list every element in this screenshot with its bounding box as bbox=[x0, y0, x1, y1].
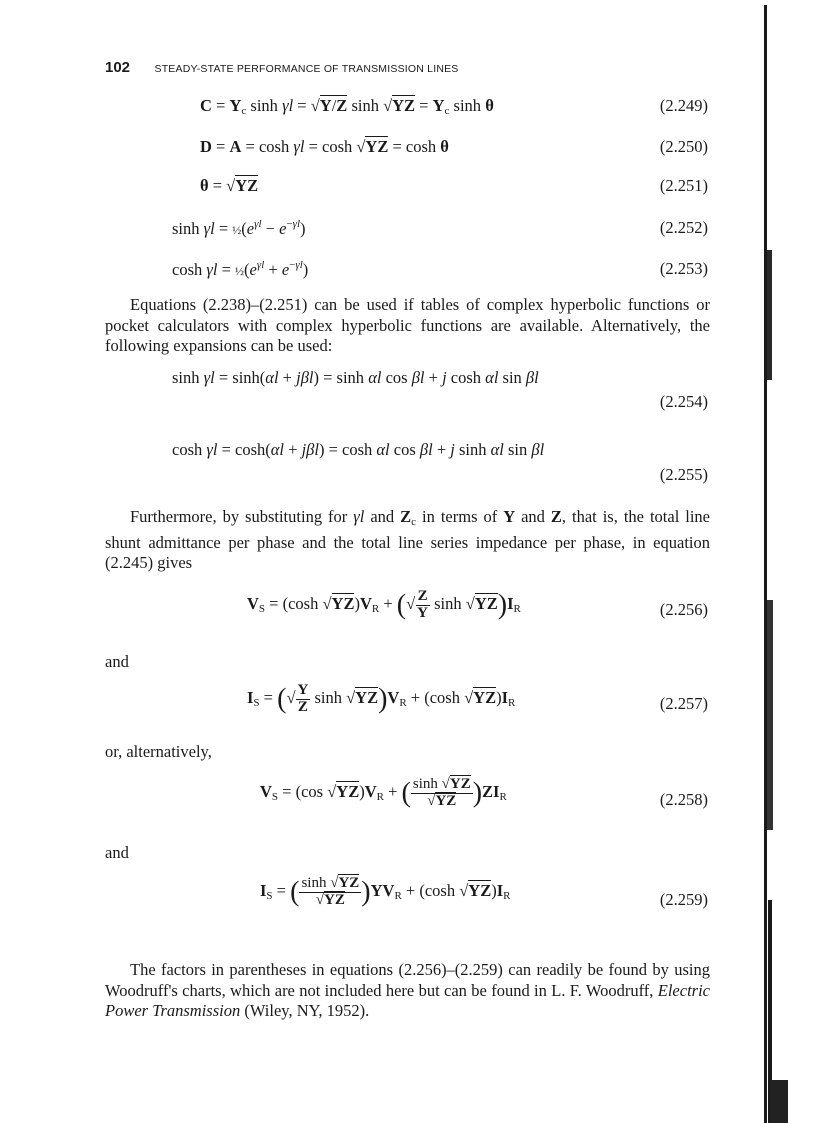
scan-edge-shadow bbox=[758, 0, 788, 1123]
paragraph-3: The factors in parentheses in equations (2.256)–(2.259) can readily be found by using Woodruff's charts, which are not included here but can be found in L. F. Woodruff, Electric Power Transmission (Wiley, NY, 1952). bbox=[105, 960, 710, 1020]
equation-2-252: $\sinh \gamma l = \frac{1}{2}(e^{\gamma l} - e^{-\gamma l})$ bbox=[172, 218, 306, 238]
equation-2-257: $I_S$ = (√ $\frac{Y}{Z}$ $\sinh √YZ)V_R + (\cosh$ $√YZ)I_R$ bbox=[247, 682, 516, 715]
running-header bbox=[105, 59, 459, 77]
equation-2-254: sinh γl = sinh(αl + jβl) = sinh αl cos βl + j cosh αl sin βl bbox=[172, 368, 539, 387]
connector-or-alternatively: or, alternatively, bbox=[105, 742, 212, 761]
book-title: Electric Power Transmission bbox=[105, 980, 710, 1020]
equation-number: (2.255) bbox=[659, 465, 708, 484]
page-number: 102 bbox=[105, 59, 131, 76]
equation-2-256: $V_S = (\cosh$ $√YZ)V_R$ + (√ $\frac{Z}{Y}$ $\sinh √YZ)I_R$ bbox=[247, 588, 521, 621]
equation-number: (2.252) bbox=[659, 218, 708, 237]
equation-number: (2.251) bbox=[659, 176, 708, 195]
equation-2-250: D = A = cosh γl = cosh √YZ = cosh θ bbox=[200, 137, 449, 156]
equation-number: (2.258) bbox=[659, 790, 708, 809]
equation-2-259: $I_S$ = ( $\frac{\sinh √YZ}{√YZ}$ )$YV_R + (\cosh$ $√YZ)I_R$ bbox=[260, 875, 511, 908]
equation-number: (2.257) bbox=[659, 694, 708, 713]
connector-and: and bbox=[105, 843, 129, 862]
equation-number: (2.249) bbox=[659, 96, 708, 115]
equation-number: (2.250) bbox=[659, 137, 708, 156]
paragraph-2: Furthermore, by substituting for γl and $Z_c$ in terms of Y and Z, that is, the total line shunt admittance per phase and the total line series impedance per phase, in equation (2.245) gives bbox=[105, 507, 711, 572]
equation-number: (2.259) bbox=[659, 890, 708, 909]
equation-number: (2.254) bbox=[659, 392, 708, 411]
equation-2-255: cosh γl = cosh(αl + jβl) = cosh αl cos βl + j sinh αl sin βl bbox=[172, 440, 545, 459]
paragraph-1: Equations (2.238)–(2.251) can be used if tables of complex hyperbolic functions or pocket calculators with complex hyperbolic functions are available. Alternatively, the following expansions can be used: bbox=[105, 295, 710, 355]
equation-2-251: θ = √YZ bbox=[200, 176, 259, 195]
connector-and: and bbox=[105, 652, 129, 671]
equation-2-258: $V_S = (\cos$ $√YZ)V_R$ + ( $\frac{\sinh √YZ}{√YZ}$ )$ZI_R$ bbox=[260, 776, 507, 809]
equation-number: (2.256) bbox=[659, 600, 708, 619]
equation-number: (2.253) bbox=[659, 259, 708, 278]
equation-2-249: $C = Y_c$ sinh γl = √Y/Z $\sinh √YZ = Y_c$ sinh θ bbox=[200, 96, 494, 117]
running-title: STEADY-STATE PERFORMANCE OF TRANSMISSION LINES bbox=[154, 63, 459, 75]
equation-2-253: $\cosh \gamma l = \frac{1}{2}(e^{\gamma l} + e^{-\gamma l})$ bbox=[172, 259, 309, 279]
